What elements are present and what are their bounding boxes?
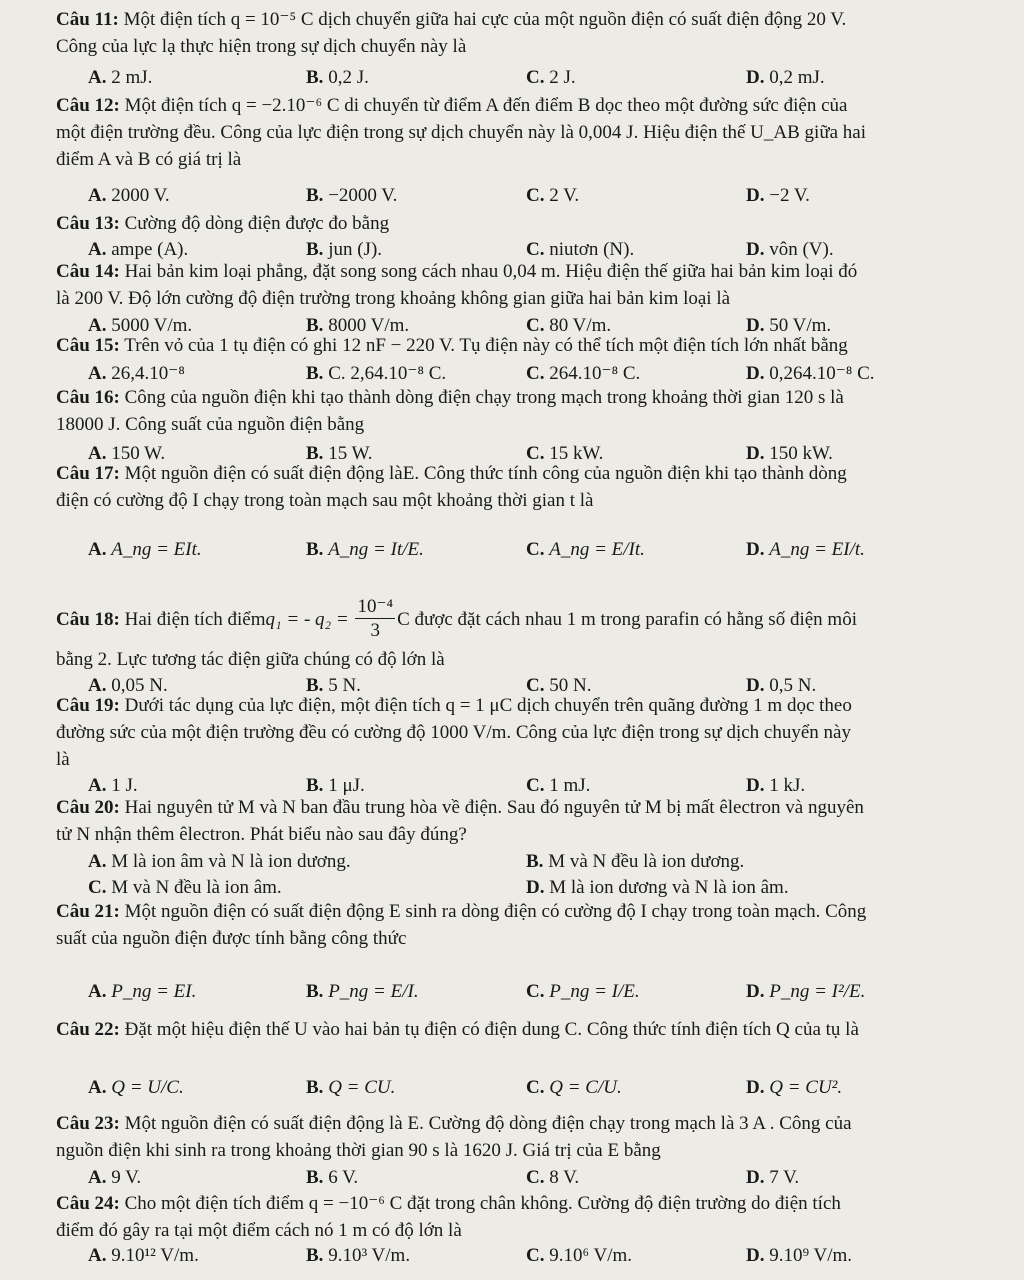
fraction-denominator: 3 — [370, 619, 381, 641]
option-b[interactable]: B. M và N đều là ion dương. — [526, 851, 745, 872]
question-text: Một điện tích q = −2.10⁻⁶ C di chuyển từ điểm A đến điểm B dọc theo một đường sức điện của — [124, 95, 848, 116]
option-b[interactable]: B. −2000 V. — [306, 185, 398, 206]
option-c[interactable]: C. Q = C/U. — [526, 1077, 622, 1098]
question-number: Câu 19: — [56, 695, 120, 716]
option-b[interactable]: B. 1 μJ. — [306, 775, 365, 796]
option-c[interactable]: C. niutơn (N). — [526, 239, 635, 260]
question-number: Câu 21: — [56, 901, 120, 922]
question-text: điểm A và B có giá trị là — [56, 149, 242, 170]
question-text: Hai bản kim loại phẳng, đặt song song cách nhau 0,04 m. Hiệu điện thế giữa hai bản kim loại đó — [124, 261, 858, 282]
question-22 — [56, 1016, 984, 1098]
question-number: Câu 17: — [56, 463, 120, 484]
question-number: Câu 20: — [56, 797, 120, 818]
option-c[interactable]: C. 2 V. — [526, 185, 580, 206]
option-a[interactable]: A. 2000 V. — [88, 185, 170, 206]
question-text: nguồn điện khi sinh ra trong khoảng thời gian 90 s là 1620 J. Giá trị của E bằng — [56, 1140, 661, 1161]
question-number: Câu 18: — [56, 608, 120, 630]
option-d[interactable]: D. 0,264.10⁻⁸ C. — [746, 363, 875, 384]
option-d[interactable]: D. A_ng = EI/t. — [746, 539, 865, 560]
option-c[interactable]: C. A_ng = E/It. — [526, 539, 645, 560]
question-number: Câu 12: — [56, 95, 120, 116]
option-b[interactable]: B. Q = CU. — [306, 1077, 396, 1098]
question-number: Câu 14: — [56, 261, 120, 282]
option-d[interactable]: D. 150 kW. — [746, 443, 833, 464]
option-a[interactable]: A. M là ion âm và N là ion dương. — [88, 851, 351, 872]
option-b[interactable]: B. 8000 V/m. — [306, 315, 410, 336]
option-c[interactable]: C. 9.10⁶ V/m. — [526, 1245, 633, 1266]
question-text: tử N nhận thêm êlectron. Phát biểu nào sau đây đúng? — [56, 824, 467, 845]
option-b[interactable]: B. 5 N. — [306, 675, 361, 696]
question-text: bằng 2. Lực tương tác điện giữa chúng có độ lớn là — [56, 649, 445, 670]
question-number: Câu 23: — [56, 1113, 120, 1134]
option-b[interactable]: B. P_ng = E/I. — [306, 981, 419, 1002]
option-d[interactable]: D. vôn (V). — [746, 239, 834, 260]
option-d[interactable]: D. −2 V. — [746, 185, 810, 206]
option-a[interactable]: A. 0,05 N. — [88, 675, 168, 696]
option-b[interactable]: B. 0,2 J. — [306, 67, 369, 88]
question-text: suất của nguồn điện được tính bằng công thức — [56, 928, 407, 949]
question-text: Một nguồn điện có suất điện động là E. Cường độ dòng điện chạy trong mạch là 3 A . Công của — [124, 1113, 852, 1134]
option-d[interactable]: D. M là ion dương và N là ion âm. — [526, 877, 789, 898]
question-15 — [56, 332, 984, 384]
option-a[interactable]: A. Q = U/C. — [88, 1077, 184, 1098]
question-number: Câu 13: — [56, 213, 120, 234]
option-a[interactable]: A. 150 W. — [88, 443, 166, 464]
question-text: Cho một điện tích điểm q = −10⁻⁶ C đặt trong chân không. Cường độ điện trường do điện tích — [124, 1193, 841, 1214]
option-c[interactable]: C. P_ng = I/E. — [526, 981, 640, 1002]
option-a[interactable]: A. P_ng = EI. — [88, 981, 197, 1002]
question-text: C được đặt cách nhau 1 m trong parafin có hằng số điện môi — [397, 608, 857, 630]
question-24 — [56, 1190, 984, 1266]
option-c[interactable]: C. 264.10⁻⁸ C. — [526, 363, 641, 384]
question-11 — [56, 6, 984, 88]
charge-expression: q₁ = - q₂ = — [265, 608, 349, 630]
question-text: Hai nguyên tử M và N ban đầu trung hòa về điện. Sau đó nguyên tử M bị mất êlectron và nguyên — [124, 797, 864, 818]
option-c[interactable]: C. 2 J. — [526, 67, 576, 88]
question-text: một điện trường đều. Công của lực điện trong sự dịch chuyển này là 0,004 J. Hiệu điện thế U_AB giữa hai — [56, 122, 867, 143]
question-12 — [56, 92, 984, 206]
option-d[interactable]: D. P_ng = I²/E. — [746, 981, 866, 1002]
option-c[interactable]: C. 15 kW. — [526, 443, 604, 464]
option-a[interactable]: A. ampe (A). — [88, 239, 189, 260]
question-text: là 200 V. Độ lớn cường độ điện trường trong khoảng không gian giữa hai bản kim loại là — [56, 288, 731, 309]
option-a[interactable]: A. 9 V. — [88, 1167, 142, 1188]
option-d[interactable]: D. 7 V. — [746, 1167, 800, 1188]
option-a[interactable]: A. A_ng = EIt. — [88, 539, 202, 560]
question-text: Công của nguồn điện khi tạo thành dòng điện chạy trong mạch trong khoảng thời gian 120 s là — [124, 387, 844, 408]
question-number: Câu 11: — [56, 9, 119, 30]
option-c[interactable]: C. 80 V/m. — [526, 315, 612, 336]
option-d[interactable]: D. 1 kJ. — [746, 775, 806, 796]
question-text: Trên vỏ của 1 tụ điện có ghi 12 nF − 220 V. Tụ điện này có thể tích một điện tích lớn nhất bằng — [124, 335, 848, 356]
option-b[interactable]: B. C. 2,64.10⁻⁸ C. — [306, 363, 447, 384]
question-23 — [56, 1110, 984, 1188]
question-text: Một nguồn điện có suất điện động làE. Công thức tính công của nguồn điện khi tạo thành dòng — [124, 463, 847, 484]
option-a[interactable]: A. 5000 V/m. — [88, 315, 193, 336]
option-a[interactable]: A. 2 mJ. — [88, 67, 153, 88]
option-d[interactable]: D. Q = CU². — [746, 1077, 843, 1098]
question-13 — [56, 210, 984, 260]
question-text: Một nguồn điện có suất điện động E sinh ra dòng điện có cường độ I chạy trong toàn mạch. Công — [124, 901, 867, 922]
fraction-numerator: 10⁻⁴ — [357, 595, 394, 617]
option-b[interactable]: B. 9.10³ V/m. — [306, 1245, 411, 1266]
option-a[interactable]: A. 26,4.10⁻⁸ — [88, 363, 185, 384]
question-number: Câu 24: — [56, 1193, 120, 1214]
question-18 — [56, 592, 984, 696]
question-20 — [56, 794, 984, 898]
option-d[interactable]: D. 0,5 N. — [746, 675, 817, 696]
question-text: điện có cường độ I chạy trong toàn mạch sau một khoảng thời gian t là — [56, 490, 594, 511]
option-c[interactable]: C. 50 N. — [526, 675, 592, 696]
question-text: Công của lực lạ thực hiện trong sự dịch chuyển này là — [56, 36, 467, 57]
question-21 — [56, 898, 984, 1002]
option-b[interactable]: B. 6 V. — [306, 1167, 359, 1188]
question-text: Cường độ dòng điện được đo bằng — [124, 213, 390, 234]
question-19 — [56, 692, 984, 796]
option-a[interactable]: A. 1 J. — [88, 775, 138, 796]
option-d[interactable]: D. 0,2 mJ. — [746, 67, 825, 88]
option-b[interactable]: B. A_ng = It/E. — [306, 539, 424, 560]
option-a[interactable]: A. 9.10¹² V/m. — [88, 1245, 199, 1266]
question-16 — [56, 384, 984, 464]
option-b[interactable]: B. jun (J). — [306, 239, 383, 260]
question-14 — [56, 258, 984, 336]
question-17 — [56, 460, 984, 560]
option-c[interactable]: C. 1 mJ. — [526, 775, 591, 796]
question-text: là — [56, 749, 70, 770]
question-text: đường sức của một điện trường đều có cường độ 1000 V/m. Công của lực điện trong sự dịch chuyển này — [56, 722, 851, 743]
question-text: điểm đó gây ra tại một điểm cách nó 1 m có độ lớn là — [56, 1220, 462, 1241]
question-text: Hai điện tích điểm — [124, 608, 266, 630]
option-c[interactable]: C. M và N đều là ion âm. — [88, 877, 282, 898]
option-c[interactable]: C. 8 V. — [526, 1167, 580, 1188]
option-b[interactable]: B. 15 W. — [306, 443, 373, 464]
option-d[interactable]: D. 50 V/m. — [746, 315, 832, 336]
question-text: Dưới tác dụng của lực điện, một điện tích q = 1 μC dịch chuyển trên quãng đường 1 m dọc theo — [124, 695, 852, 716]
question-text: Một điện tích q = 10⁻⁵ C dịch chuyển giữa hai cực của một nguồn điện có suất điện động 20 V. — [123, 9, 847, 30]
question-number: Câu 15: — [56, 335, 120, 356]
option-d[interactable]: D. 9.10⁹ V/m. — [746, 1245, 853, 1266]
question-text: 18000 J. Công suất của nguồn điện bằng — [56, 414, 365, 435]
question-number: Câu 22: — [56, 1019, 120, 1040]
charge-fraction — [355, 596, 395, 643]
question-number: Câu 16: — [56, 387, 120, 408]
question-text: Đặt một hiệu điện thế U vào hai bản tụ điện có điện dung C. Công thức tính điện tích Q của tụ là — [124, 1019, 859, 1040]
